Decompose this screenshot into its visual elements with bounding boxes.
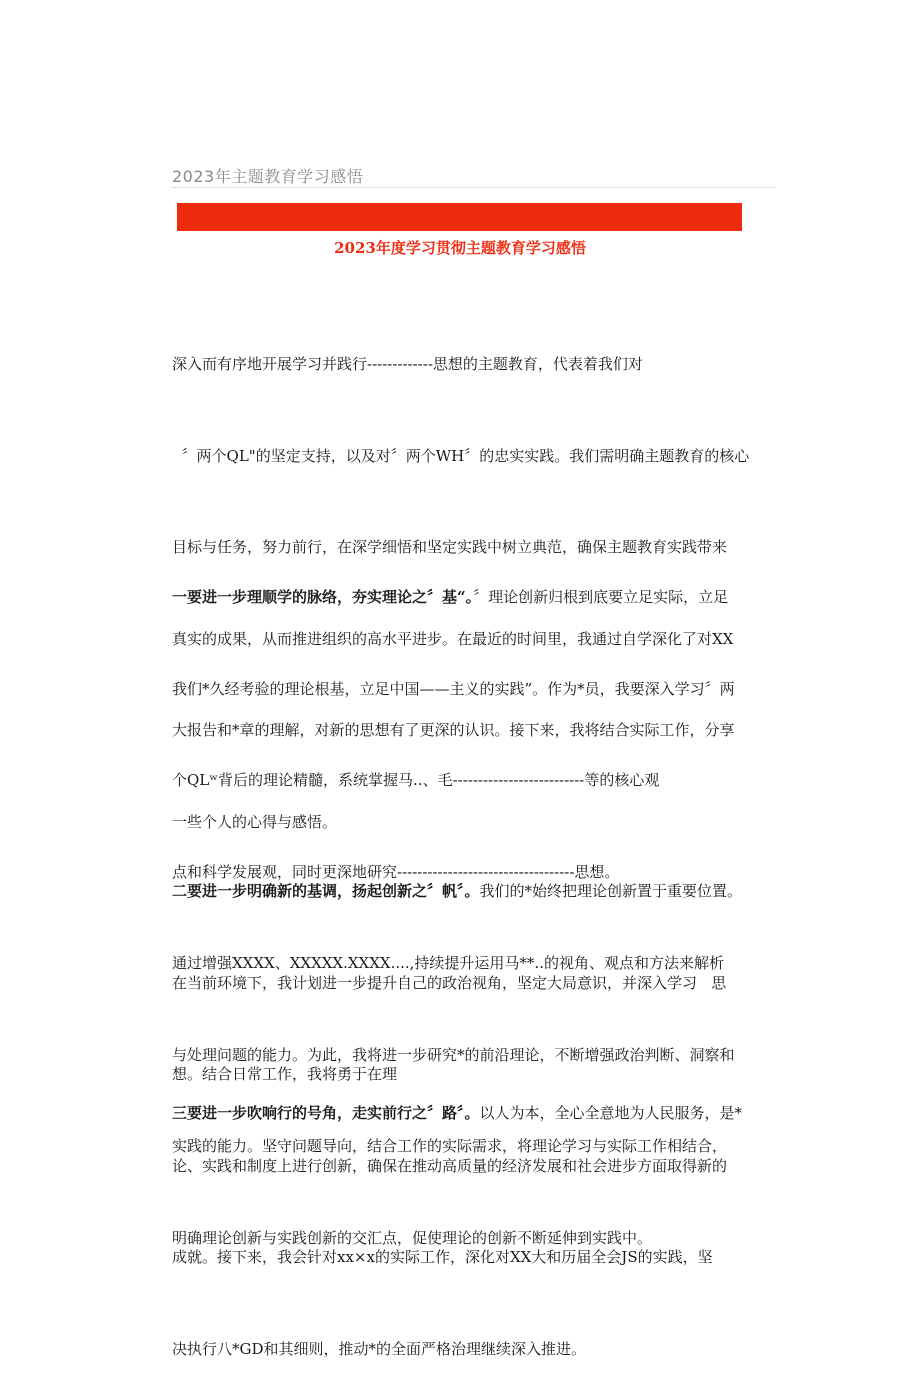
text-line: 实践的能力。坚守问题导向，结合工作的实际需求，将理论学习与实际工作相结合，	[172, 1137, 728, 1155]
text-line: 真实的成果，从而推进组织的高水平进步。在最近的时间里，我通过自学深化了对XX	[172, 629, 734, 648]
section-2-lead: 二要进一步明确新的基调，扬起创新之〞帆〞。	[172, 882, 480, 900]
text-line	[172, 582, 762, 613]
page-header-title: 2023年主题教育学习感悟	[172, 167, 364, 186]
text-line: 大报告和*章的理解，对新的思想有了更深的认识。接下来，我将结合实际工作，分享	[172, 721, 735, 739]
text-line: 想。结合日常工作，我将勇于在理	[172, 1065, 398, 1083]
text-line: 通过增强XXXX、XXXXX.XXXX....,持续提升运用马**..的视角、观点和方法来解析	[172, 954, 724, 972]
text-line: 明确理论创新与实践创新的交汇点，促使理论的创新不断延伸到实践中。	[172, 1228, 653, 1247]
header-divider	[172, 187, 776, 188]
text-line: 个QLʷ背后的理论精髓，系统掌握马..、毛--------------------------等的核心观	[172, 771, 660, 789]
text-line: 点和科学发展观，同时更深地研究-----------------------------------思想。	[172, 862, 620, 881]
text-line: 在当前环境下，我计划进一步提升自己的政治视角，坚定大局意识，并深入学习 思	[172, 973, 727, 992]
text-line: 深入而有序地开展学习并践行-------------思想的主题教育，代表着我们对	[172, 355, 643, 373]
text-line: 成就。接下来，我会针对xx×x的实际工作，深化对XX大和历届全会JS的实践，坚	[172, 1248, 713, 1266]
section-3-paragraph	[172, 1037, 762, 1159]
text-line: 我们*久经考验的理论根基，立足中国——主义的实践”。作为*员，我要深入学习〞两	[172, 679, 735, 698]
document-title: 2023年度学习贯彻主题教育学习感悟	[334, 239, 586, 257]
text-line	[172, 1098, 762, 1129]
section-2-first-line: 我们的*始终把理论创新置于重要位置。	[479, 882, 743, 900]
section-1-lead: 一要进一步理顺学的脉络，夯实理论之〞基“。	[172, 588, 474, 606]
text-line: 〞两个QL"的坚定支持，以及对〞两个WH〞的忠实实践。我们需明确主题教育的核心	[172, 446, 750, 465]
section-1-first-line: 〞理论创新归根到底要立足实际，立足	[473, 588, 729, 606]
text-line: 与处理问题的能力。为此，我将进一步研究*的前沿理论，不断增强政治判断、洞察和	[172, 1045, 735, 1064]
red-banner	[177, 203, 742, 231]
section-3-lead: 三要进一步吹响行的号角，走实前行之〞路〞。	[172, 1104, 480, 1122]
text-line: 决执行八*GD和其细则，推动*的全面严格治理继续深入推进。	[172, 1339, 587, 1358]
text-line: 目标与任务，努力前行，在深学细悟和坚定实践中树立典范，确保主题教育实践带来	[172, 538, 728, 556]
text-line: 论、实践和制度上进行创新，确保在推动高质量的经济发展和社会进步方面取得新的	[172, 1156, 728, 1175]
section-3-first-line: 以人为本，全心全意地为人民服务，是*	[479, 1104, 743, 1122]
text-line: 一些个人的心得与感悟。	[172, 812, 338, 831]
text-line	[172, 876, 762, 907]
